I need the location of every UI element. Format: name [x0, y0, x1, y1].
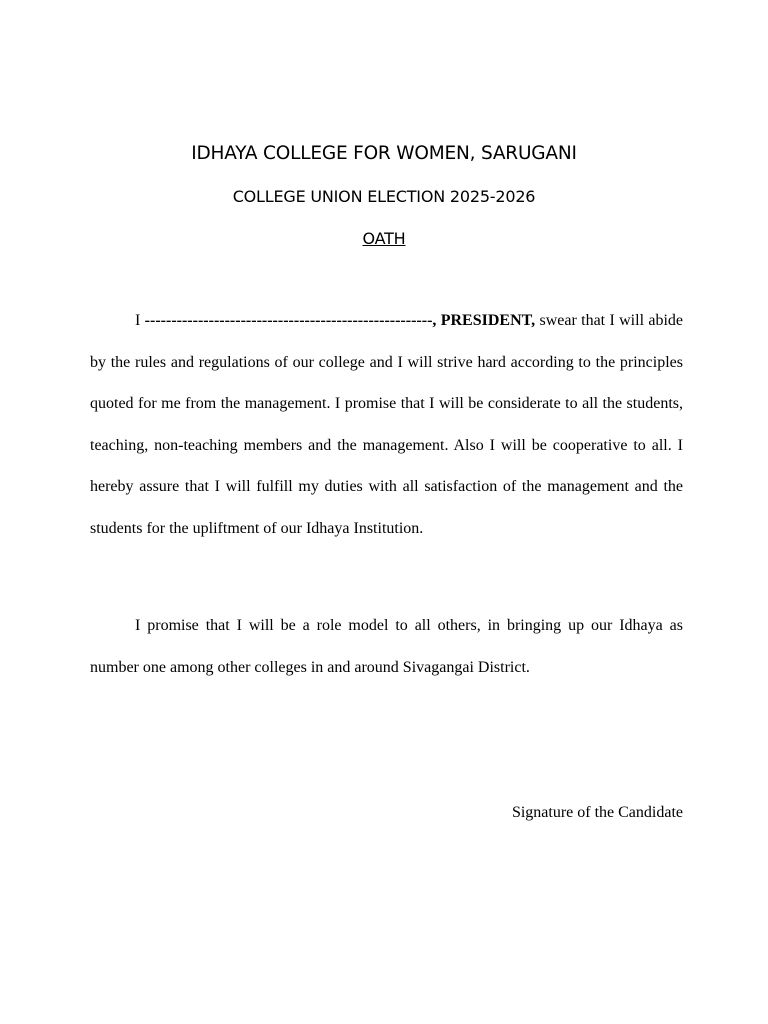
oath-text: swear that I will abide by the rules and regulations of our college and I will strive hard according to the principles quoted for me from the management. I promise that I will be considerate to all the students, teaching, non-teaching members and the management. Also I will be cooperative to all. I hereby assure that I will fulfill my duties with all satisfaction of the management and the students for the upliftment of our Idhaya Institution.: [90, 312, 684, 537]
oath-paragraph-1: [90, 300, 683, 550]
role-label: , PRESIDENT,: [432, 312, 536, 329]
oath-lead: I: [135, 312, 145, 329]
oath-paragraph-2: I promise that I will be a role model to all others, in bringing up our Idhaya as number one among other colleges in and around Sivagangai District.: [90, 617, 683, 676]
oath-heading: OATH: [362, 229, 406, 248]
signature-label: Signature of the Candidate: [511, 804, 683, 821]
name-blank-line: ------------------------------------------------------: [144, 312, 433, 329]
election-subtitle: COLLEGE UNION ELECTION 2025-2026: [232, 187, 536, 206]
college-title: IDHAYA COLLEGE FOR WOMEN, SARUGANI: [191, 143, 577, 164]
